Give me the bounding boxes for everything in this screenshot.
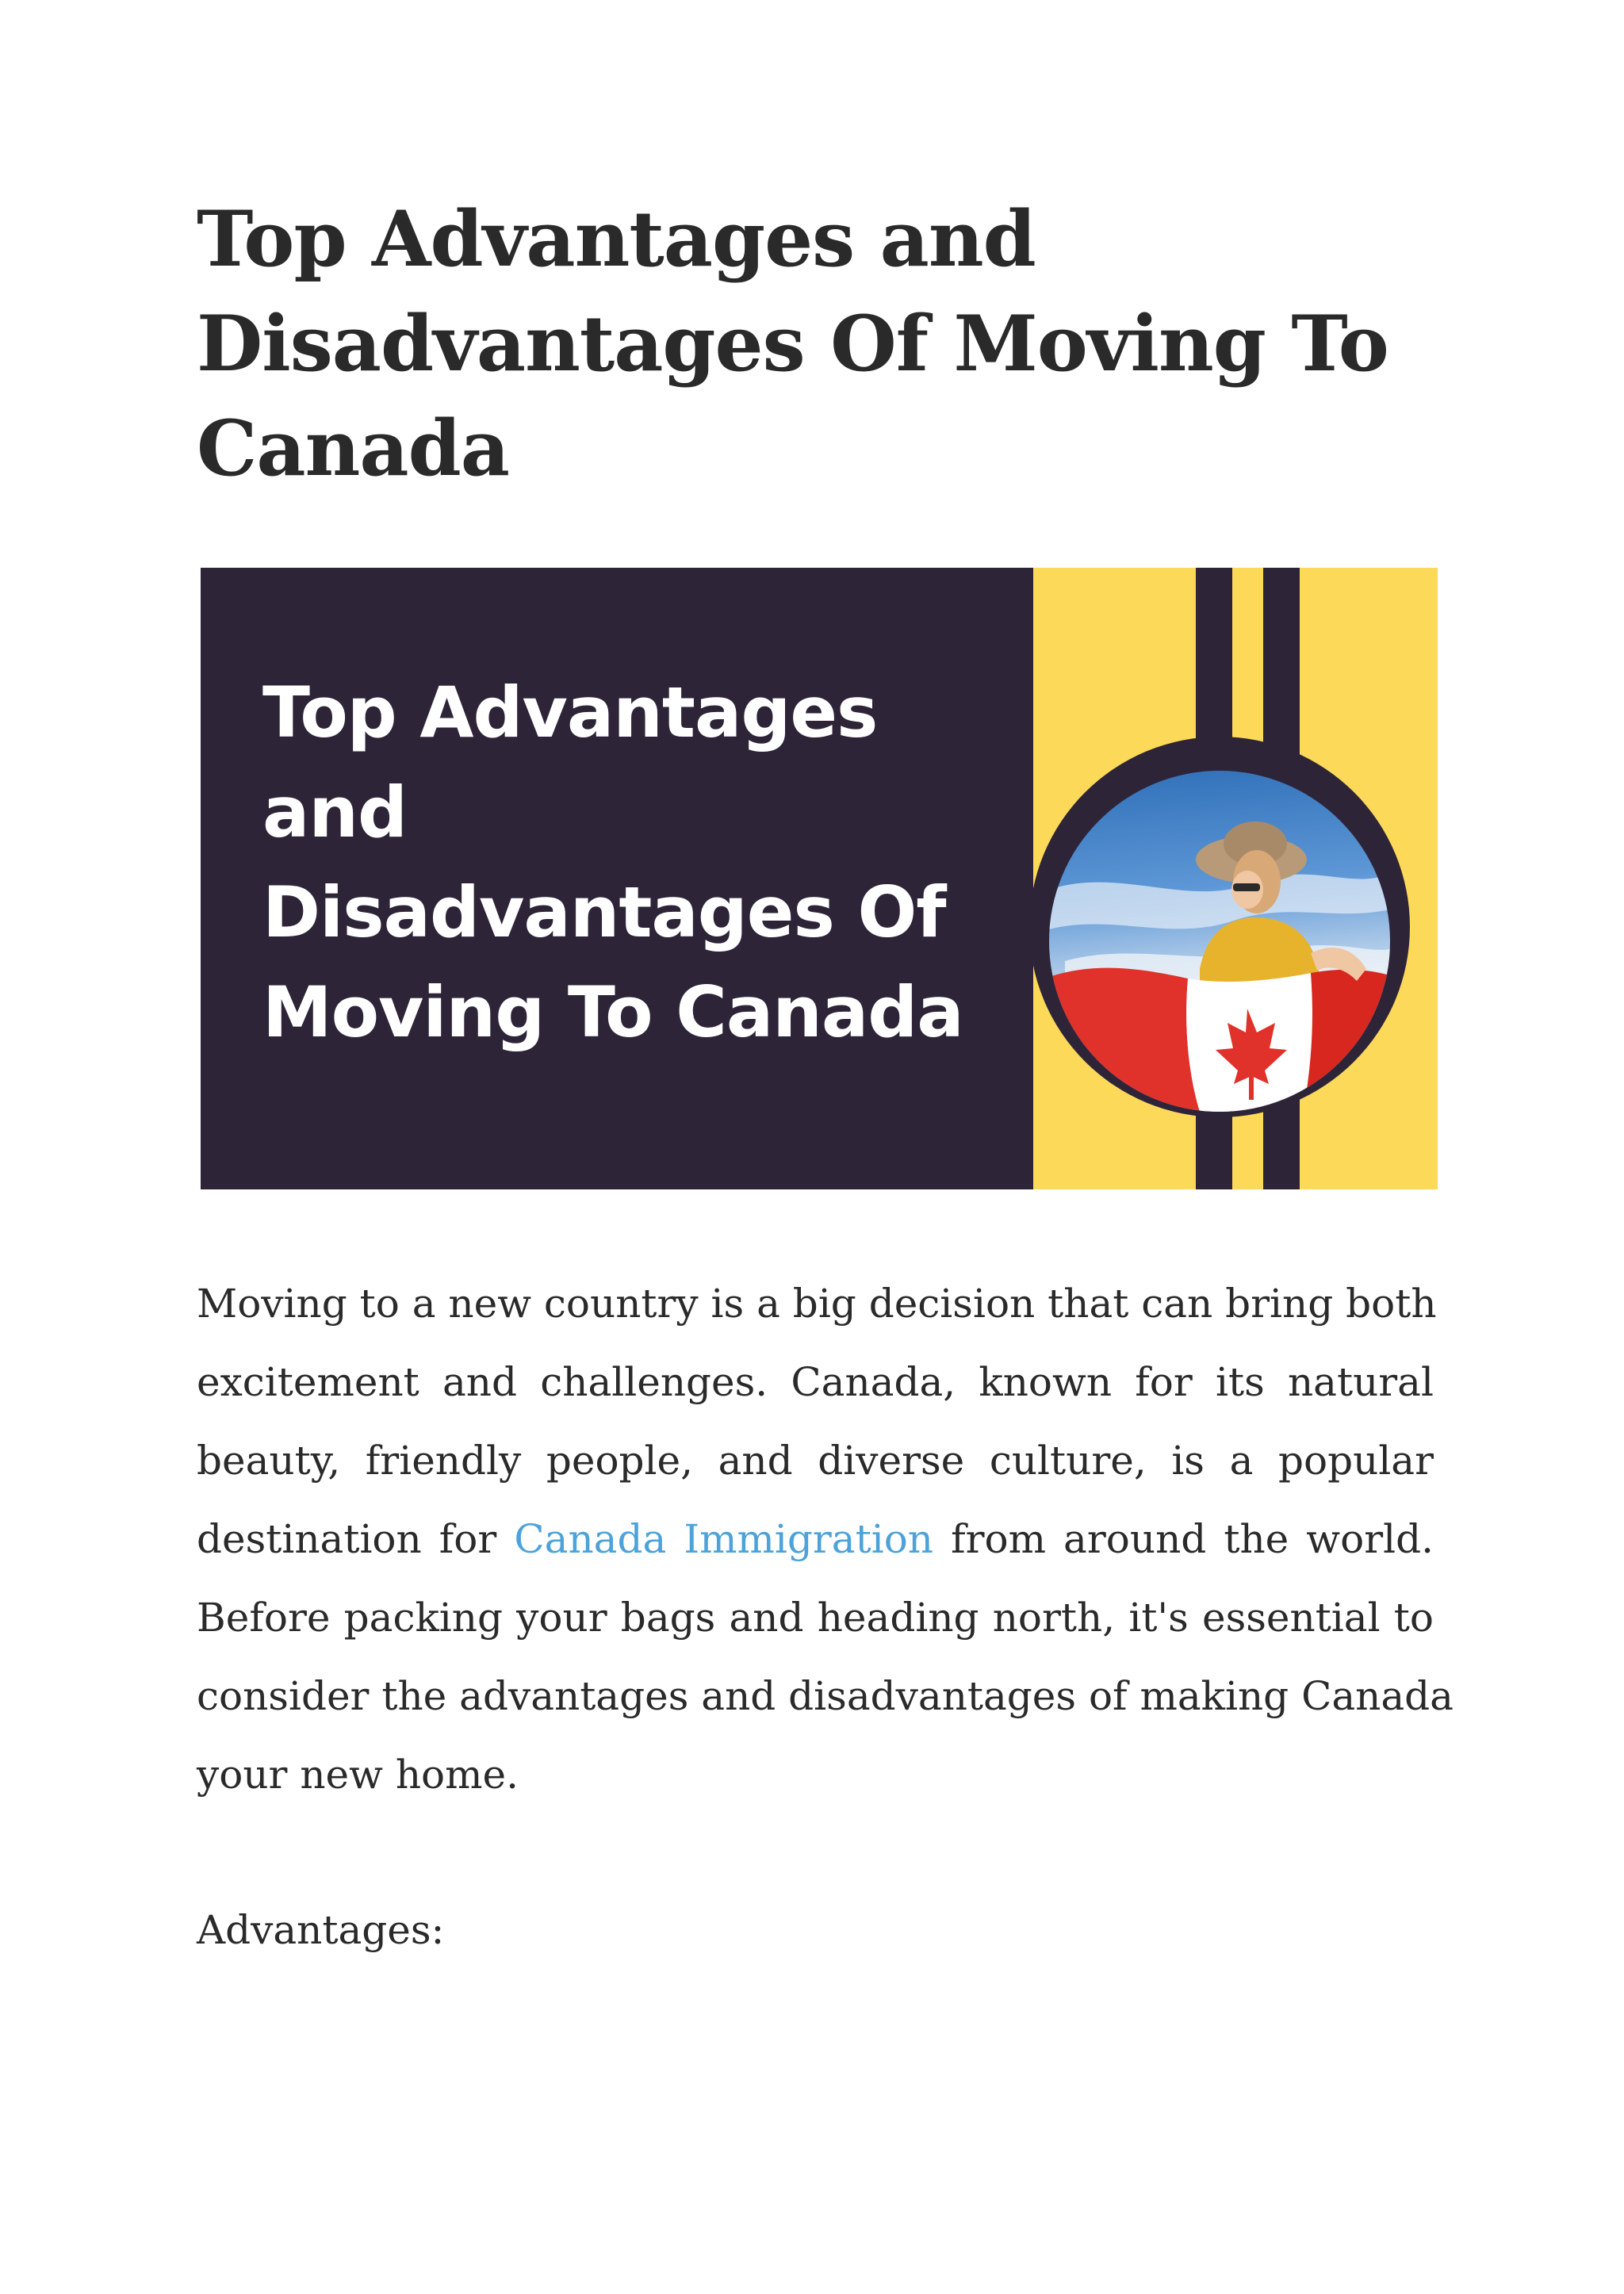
banner-title xyxy=(262,663,1024,1063)
banner-title-line: Top Advantages xyxy=(262,672,878,753)
paragraph-text: destination for xyxy=(197,1516,515,1562)
article-title xyxy=(197,187,1434,501)
paragraph-text: from around the world. xyxy=(933,1516,1434,1562)
title-line: Top Advantages and xyxy=(197,194,1036,284)
canada-immigration-link[interactable]: Canada Immigration xyxy=(514,1516,934,1562)
advantages-heading: Advantages: xyxy=(197,1907,445,1953)
banner-photo-woman-with-canada-flag xyxy=(1049,771,1390,1112)
paragraph-line xyxy=(197,1500,1434,1579)
title-line: Disadvantages Of Moving To xyxy=(197,299,1388,389)
paragraph-line: Before packing your bags and heading north, it's essential to xyxy=(197,1595,1434,1641)
banner-title-line: Moving To Canada xyxy=(262,971,963,1053)
paragraph-line: Moving to a new country is a big decision that can bring both xyxy=(197,1281,1437,1327)
banner-title-line: Disadvantages Of xyxy=(262,871,946,953)
paragraph-line: consider the advantages and disadvantages of making Canada xyxy=(197,1673,1454,1719)
canada-flag-illustration xyxy=(1049,771,1390,1112)
title-line: Canada xyxy=(197,404,509,493)
paragraph-line: your new home. xyxy=(197,1752,519,1798)
banner-title-line: and xyxy=(262,772,408,853)
article-banner-image xyxy=(201,568,1438,1189)
intro-paragraph xyxy=(197,1265,1454,1814)
paragraph-line: beauty, friendly people, and diverse culture, is a popular xyxy=(197,1438,1434,1484)
paragraph-line: excitement and challenges. Canada, known for its natural xyxy=(197,1359,1434,1405)
